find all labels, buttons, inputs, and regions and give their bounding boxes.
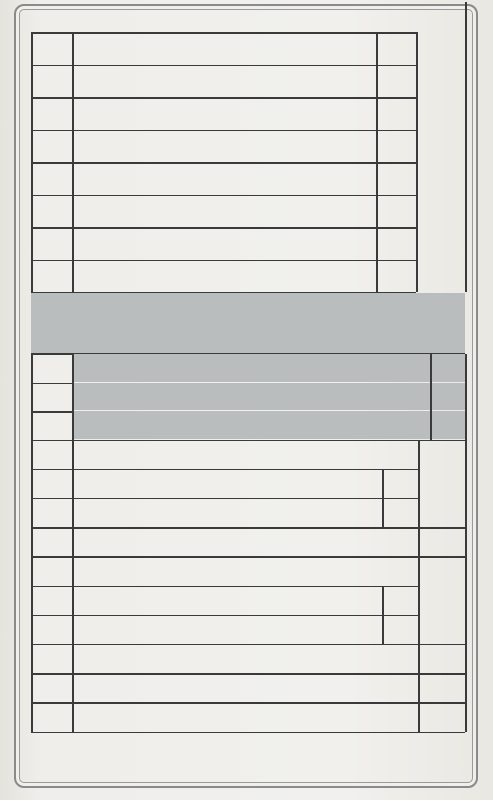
table-rule: [31, 440, 33, 732]
table-rule: [31, 32, 416, 34]
table-rule: [31, 732, 465, 734]
section-row-bg: [73, 383, 430, 411]
table-rule: [382, 498, 384, 527]
table-rule: [382, 615, 384, 644]
table-rule: [31, 162, 416, 164]
chapter-banner: [31, 293, 465, 353]
table-rule: [31, 673, 465, 675]
section-label-bg: [431, 411, 465, 439]
table-rule: [418, 440, 420, 732]
table-rule: [31, 260, 416, 262]
table-rule: [72, 440, 74, 732]
table-rule: [31, 354, 33, 440]
table-rule: [31, 65, 416, 67]
table-rule: [31, 469, 418, 471]
table-rule: [72, 354, 74, 440]
table-rule: [31, 615, 418, 617]
table-rule: [31, 702, 465, 704]
table-rule: [376, 32, 378, 292]
table-rule: [382, 469, 384, 498]
table-rule: [430, 354, 432, 440]
table-rule: [31, 556, 465, 558]
section-label-bg: [431, 354, 465, 382]
table-rule: [31, 97, 416, 99]
table-rule: [31, 440, 465, 442]
table-rule: [31, 586, 418, 588]
table-rule: [31, 130, 416, 132]
table-rule: [31, 195, 416, 197]
table-rule: [31, 32, 33, 292]
table-rule: [465, 354, 467, 440]
section-row-bg: [73, 411, 430, 439]
table-rule: [416, 32, 418, 292]
section-row-bg: [73, 354, 430, 382]
table-rule: [31, 527, 465, 529]
table-rule: [382, 586, 384, 615]
table-rule: [31, 498, 418, 500]
section-label-bg: [431, 383, 465, 411]
table-rule: [31, 227, 416, 229]
table-rule: [465, 440, 467, 732]
table-rule: [31, 644, 465, 646]
table-rule: [465, 2, 467, 292]
table-rule: [72, 32, 74, 292]
